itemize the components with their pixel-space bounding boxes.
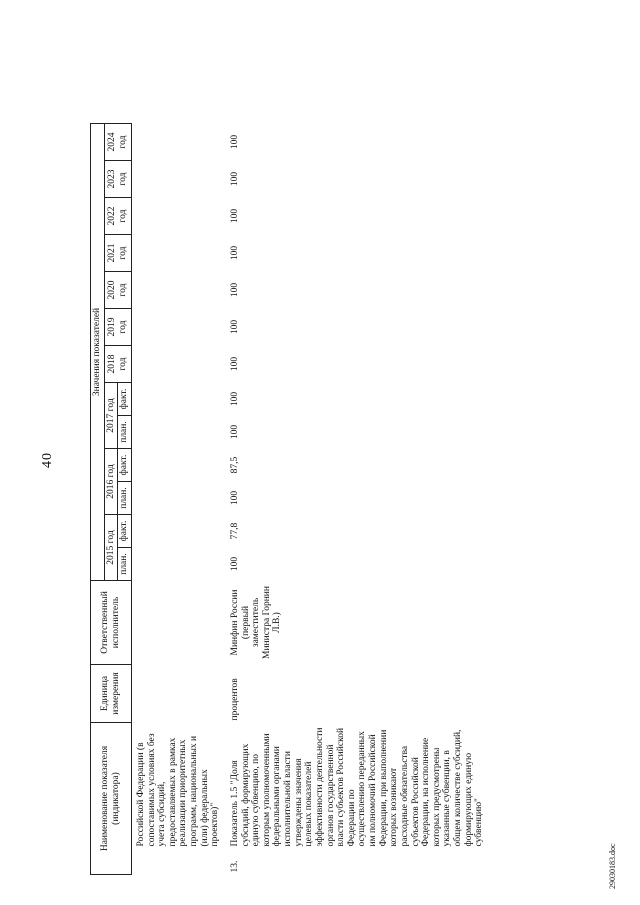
header-year-2020: 2020 год (104, 272, 131, 309)
value-2023: 100 (229, 171, 240, 187)
value-2015-plan: 100 (229, 556, 240, 572)
value-2019: 100 (229, 319, 240, 335)
unit-cell: процентов (229, 678, 240, 721)
continuation-row (131, 124, 222, 875)
value-2017-fact: 100 (229, 391, 240, 407)
value-2017-plan: 100 (229, 424, 240, 440)
value-2022: 100 (229, 208, 240, 224)
header-year-2022: 2022 год (104, 198, 131, 235)
indicators-table (90, 123, 486, 875)
header-year-2017: 2017 год (104, 383, 118, 449)
value-2024: 100 (229, 134, 240, 150)
value-2015-fact: 77,8 (229, 522, 240, 540)
header-plan-2016: план. (118, 482, 132, 515)
value-2018: 100 (229, 356, 240, 372)
header-unit: Единица измерения (91, 665, 132, 723)
header-plan-2015: план. (118, 548, 132, 581)
executor-cell: Минфин России (первый заместитель Министра Горнин Л.В.) (229, 586, 283, 659)
header-fact-2017: факт. (118, 383, 132, 416)
header-year-2023: 2023 год (104, 161, 131, 198)
value-2016-plan: 100 (229, 490, 240, 506)
row-number: 13. (229, 860, 240, 873)
header-fact-2015: факт. (118, 515, 132, 548)
value-2016-fact: 87,5 (229, 456, 240, 474)
value-2021: 100 (229, 245, 240, 261)
document-code: 29030183.doc (608, 843, 617, 889)
header-year-2024: 2024 год (104, 124, 131, 161)
header-year-2015: 2015 год (104, 515, 118, 581)
header-plan-2017: план. (118, 416, 132, 449)
header-year-2019: 2019 год (104, 309, 131, 346)
table-row (222, 124, 486, 875)
header-name: Наименование показателя (индикатора) (91, 723, 132, 875)
header-year-2018: 2018 год (104, 346, 131, 383)
header-year-2016: 2016 год (104, 449, 118, 515)
indicator-name: Показатель 1.5 "Доля субсидий, формирующих единую субвенцию, по которым уполномоченными федеральными органами исполнительной власти утверждены значения целевых показателей эффективности деятельности органов государственной власти субъектов Российской Федерации по осуществлению переданных им полномочий Российской Федерации, при выполнении которых возникают расходные обязательства субъектов Российской Федерации, на исполнение которых предусмотрены указанные субвенции, в общем количестве субсидий, формирующих единую субвенцию" (229, 727, 485, 847)
page-number: 40 (40, 452, 55, 468)
header-year-2021: 2021 год (104, 235, 131, 272)
value-2020: 100 (229, 282, 240, 298)
header-fact-2016: факт. (118, 449, 132, 482)
continuation-text: Российской Федерации (в сопоставимых условиях без учета субсидий, предоставляемых в рамках реализации приоритетных программ, национальных и (или) федеральных проектов)" (135, 733, 221, 847)
header-executor: Ответственный исполнитель (91, 581, 132, 665)
header-values: Значения показателей (91, 124, 105, 581)
